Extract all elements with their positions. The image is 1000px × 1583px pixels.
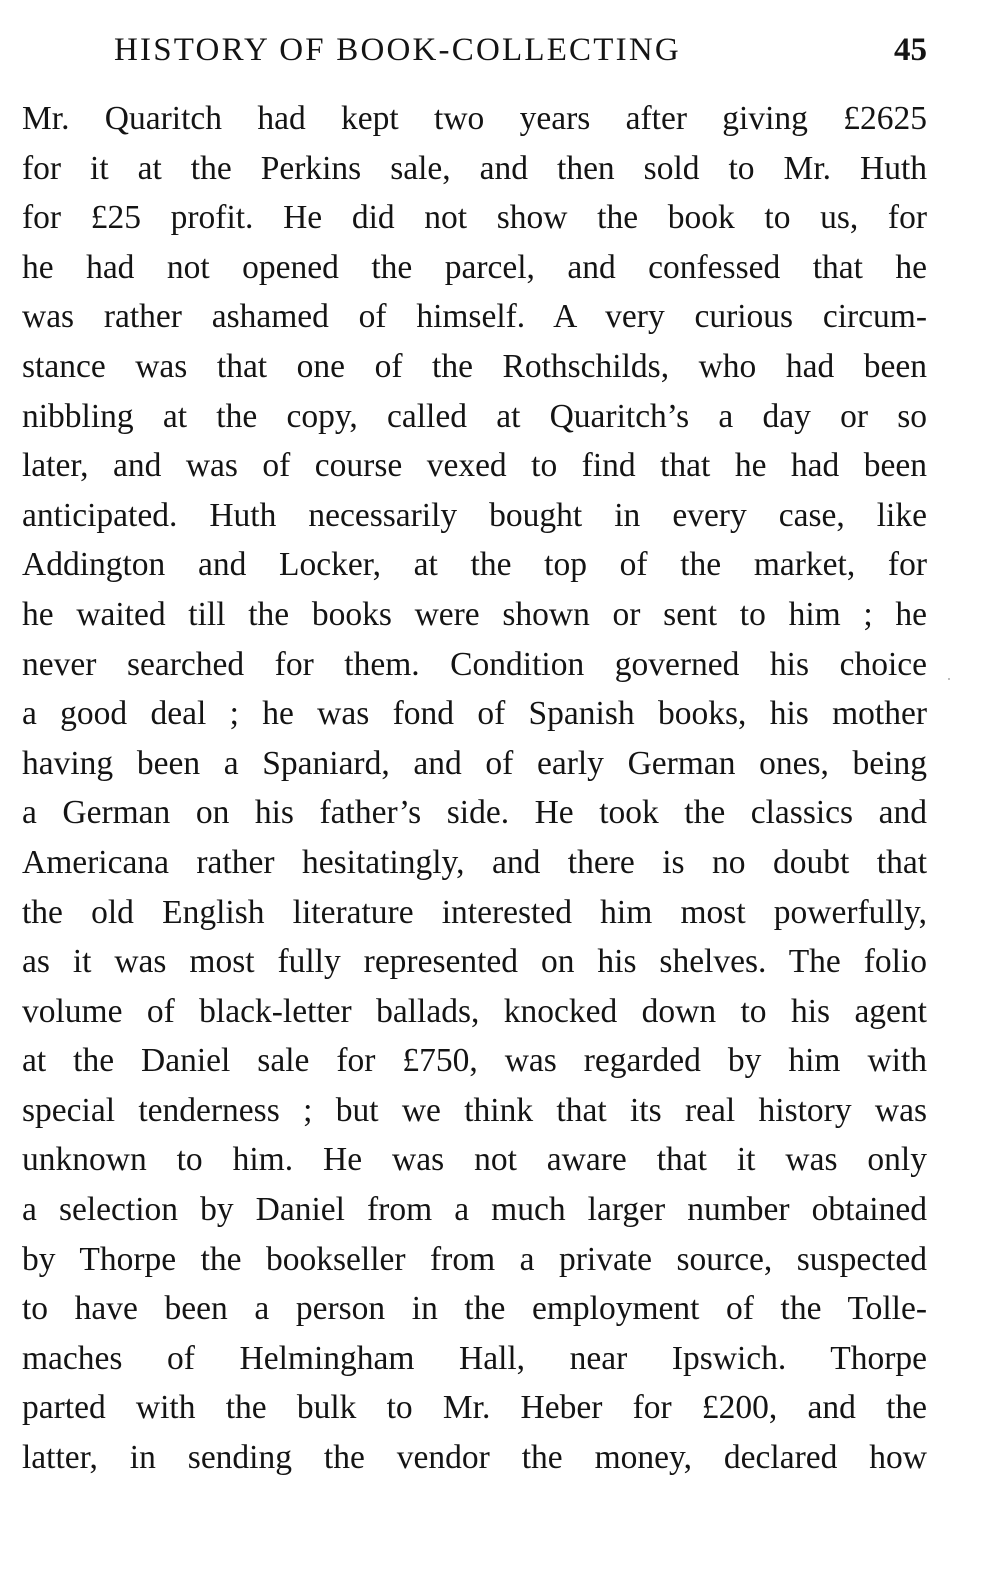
page-number: 45 bbox=[894, 32, 927, 68]
text-line: Addington and Locker, at the top of the market, for bbox=[22, 546, 927, 584]
text-line: anticipated. Huth necessarily bought in every case, like bbox=[22, 496, 927, 534]
text-line: special tenderness ; but we think that its real history was bbox=[22, 1091, 927, 1129]
text-line: having been a Spaniard, and of early German ones, being bbox=[22, 744, 927, 782]
text-line: unknown to him. He was not aware that it was only bbox=[22, 1141, 927, 1179]
text-line: for £25 profit. He did not show the book to us, for bbox=[22, 199, 927, 237]
running-head bbox=[22, 26, 927, 74]
text-line: latter, in sending the vendor the money, declared how bbox=[22, 1439, 927, 1477]
body-text bbox=[22, 94, 927, 1483]
text-line: volume of black-letter ballads, knocked down to his agent bbox=[22, 992, 927, 1030]
text-line: he had not opened the parcel, and confessed that he bbox=[22, 248, 927, 286]
text-line: a German on his father’s side. He took the classics and bbox=[22, 794, 927, 832]
text-line: Americana rather hesitatingly, and there is no doubt that bbox=[22, 843, 927, 881]
text-line: never searched for them. Condition governed his choice bbox=[22, 645, 927, 683]
text-line: later, and was of course vexed to find that he had been bbox=[22, 447, 927, 485]
text-line: to have been a person in the employment of the Tolle- bbox=[22, 1290, 927, 1328]
text-line: was rather ashamed of himself. A very curious circum- bbox=[22, 298, 927, 336]
text-line: nibbling at the copy, called at Quaritch’s a day or so bbox=[22, 397, 927, 435]
scan-speck bbox=[948, 678, 950, 680]
text-line: a selection by Daniel from a much larger number obtained bbox=[22, 1191, 927, 1229]
text-line: he waited till the books were shown or sent to him ; he bbox=[22, 595, 927, 633]
text-line: stance was that one of the Rothschilds, who had been bbox=[22, 347, 927, 385]
text-line: the old English literature interested him most powerfully, bbox=[22, 893, 927, 931]
text-line: parted with the bulk to Mr. Heber for £200, and the bbox=[22, 1389, 927, 1427]
text-line: a good deal ; he was fond of Spanish books, his mother bbox=[22, 695, 927, 733]
text-line: at the Daniel sale for £750, was regarded by him with bbox=[22, 1042, 927, 1080]
text-line: maches of Helmingham Hall, near Ipswich. Thorpe bbox=[22, 1339, 927, 1377]
text-line: Mr. Quaritch had kept two years after giving £2625 bbox=[22, 100, 927, 137]
text-line: as it was most fully represented on his shelves. The folio bbox=[22, 943, 927, 981]
text-line: by Thorpe the bookseller from a private source, suspected bbox=[22, 1240, 927, 1278]
running-title: HISTORY OF BOOK-COLLECTING bbox=[114, 32, 681, 68]
text-line: for it at the Perkins sale, and then sold to Mr. Huth bbox=[22, 149, 927, 187]
